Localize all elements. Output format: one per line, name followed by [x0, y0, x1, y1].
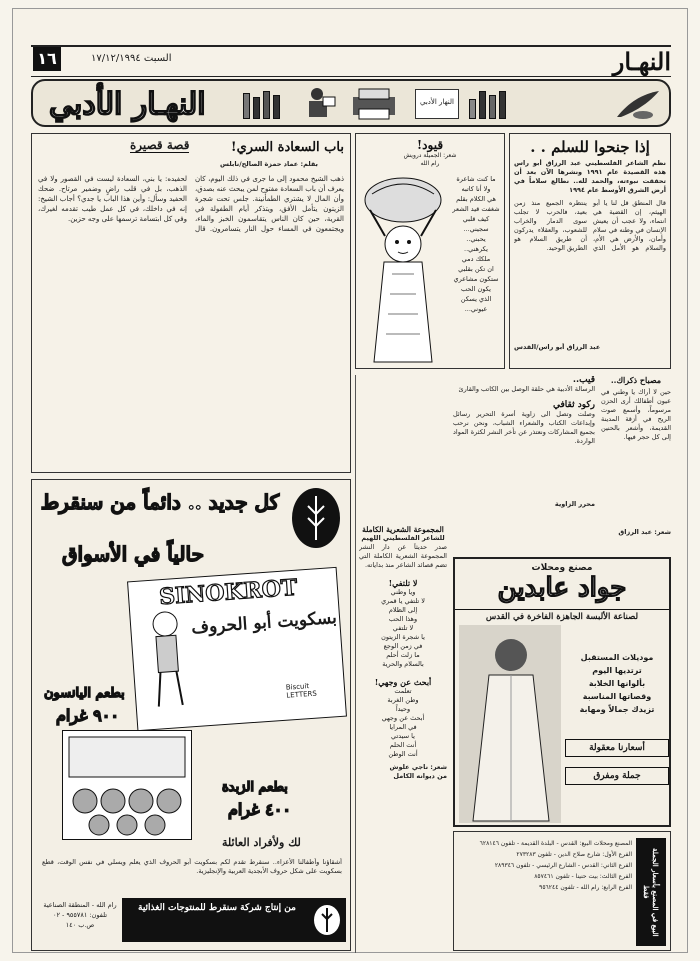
collection-sub: للشاعر الفلسطيني اللهيم [361, 534, 445, 542]
la-taltafit-lines [359, 588, 447, 669]
branches-list [458, 838, 632, 948]
ad-address: رام الله - المنطقة الصناعية [43, 901, 117, 909]
man-reading-illustration [303, 85, 337, 123]
lead-article [509, 133, 671, 369]
branch-row: الفرع الثالث: بيت حنينا - تلفون ٨٥٧٤٦١ [534, 873, 632, 880]
branch-row: الفرع الثاني: القدس - الشارع الرئيسي - تلفون ٢٨٩٣٤٦ [494, 862, 632, 869]
printer-illustration [351, 87, 397, 121]
anise-label: بطعم اليانسون [44, 686, 125, 701]
footer-wheat-icon [312, 904, 342, 936]
poem-line: ما زلت أحلم [386, 651, 420, 659]
poem-line: عيوني... [464, 305, 488, 313]
cartoon-kid-illustration [144, 609, 191, 712]
poem-line: ان تكن بقلبي [458, 265, 494, 273]
side-heading: مصباح ذكراك.. [610, 375, 662, 385]
poem-line: بالسلام والحرية [382, 660, 424, 668]
ad-slogan: لك ولأفراد العائلة [222, 836, 301, 849]
ad-line: تزيدك جمالاً ومهابة [579, 705, 655, 714]
ad-prices: أسعارنا معقولة [565, 739, 669, 757]
ad-blurb: أشقاؤنا وأطفالنا الأعزاء.. سنقرط تقدم لكم بسكويت أبو الحروف الذي يعلم ويسلي في نفس الوقت، قطع بسكويت على شكل حروف الأبجدية العربية والإنجليزية. [42, 858, 342, 875]
lead-headline: إذا جنحوا للسلم . . [530, 138, 650, 156]
ad-line: بألوانها الخلابة [588, 679, 646, 688]
books-illustration-2 [469, 89, 506, 119]
ad-footer [122, 898, 346, 942]
narrow-column [355, 375, 447, 953]
ruqud-sign: محرر الزاوية [554, 500, 595, 508]
butter-weight: ٤٠٠ غرام [228, 800, 291, 819]
poem-line: يكرهني.. [464, 245, 488, 253]
poem-line: وحيداً [395, 705, 411, 713]
branches-side-label: البيع في المصنع بأسعار الجملة فقط [636, 838, 666, 946]
jawad-abdeen-ad [453, 557, 671, 827]
issue-date: السبت ١٧/١٢/١٩٩٤ [91, 53, 172, 64]
page-number: ١٦ [33, 47, 61, 71]
poem-line: أبحث عن وجهي [381, 714, 425, 722]
biscuit-box-illustration [127, 567, 347, 731]
lead-body: قال المنطق قل لنا يا أبو الهيثم، إن القضية هي انتماء، ولا عجب أن يعيش الإنسان في وطنه في سلام وأمان، والأرض هي الأم، والسلام هو الأمل الذي ينتظره الجميع منذ زمن بعيد، فالحرب لا تجلب سوى الدمار والخراب للشعوب، والعقلاء يدركون أن طريق السلام هو الطريق الوحيد. [514, 199, 666, 252]
abhath-heading: أبحث عن وجهي! [374, 677, 432, 687]
second-box-illustration [62, 730, 192, 840]
branch-row: الفرع الرابع: رام الله - تلفون ٩٥٦٢٤٤ [539, 884, 632, 891]
ad-wholesale: جملة ومفرق [565, 767, 669, 785]
poem-lines [450, 174, 502, 314]
woman-with-basket-illustration [362, 174, 444, 364]
la-taltafit-heading: لا تلتفي! [388, 578, 418, 588]
poem-byline: شعر: الجميلة درويش رام الله [403, 152, 457, 167]
newspaper-page [12, 8, 688, 953]
sinokrot-ad [31, 479, 351, 951]
qeeb-body: الرسالة الأدبية هي حلقة الوصل بين الكاتب والقارئ [458, 385, 595, 393]
abhath-lines [359, 687, 447, 759]
poem-line: يحبني.. [466, 235, 486, 243]
ad-producer: من إنتاج شركة سنقرط للمنتوجات الغذائية [138, 903, 296, 913]
ad-phone: تلفون: ٩٥٥٧٨١ - ٠٢ [52, 911, 108, 919]
books-illustration [243, 89, 280, 119]
ad-line: ترتديها اليوم [592, 666, 642, 675]
poem-line: يا شجرة الزيتون [381, 633, 425, 641]
story-byline: بقلم: عماد حمزة الصالح/نابلس [220, 160, 318, 168]
poem-line: الذي يسكن [460, 295, 492, 303]
butter-label: بطعم الزبدة [222, 780, 288, 795]
ad-lines [565, 651, 669, 716]
ad-pobox: ص.ب ١٤٠ [65, 921, 95, 929]
ad-line: موديلات المستقبل [580, 653, 654, 662]
ruqud-body: وصلت وتصل الى زاوية أسرة التحرير رسائل وإبداعات الكتاب والشعراء الشباب، ونحن نرحب بجميع المشاركات ونعتذر عن تأخر النشر لكثرة المواد الواردة. [453, 410, 595, 445]
ad-available: حالياً في الأسواق [62, 542, 204, 566]
masthead-bar [31, 45, 671, 77]
poem-line: في زمن الوجع [383, 642, 423, 650]
poem-qoyood [355, 133, 505, 369]
banner-title-left: النهـار الأدبي [49, 87, 206, 122]
ad-top: مصنع ومحلات [531, 563, 593, 573]
side-body: حين لا أراك يا وطني في عيون أطفالك أرى الحزن مرسوماً، وأسمع صوت الريح في أزقة المدينة القديمة، وأشعر بالحنين إلى كل حجر فيها. [601, 388, 671, 441]
ad-contact [40, 900, 120, 930]
qeeb-heading: قيب.. [572, 375, 595, 385]
poem-line: أنت الوطن [388, 750, 418, 758]
poem-line: إلى الظلام [388, 606, 418, 614]
anise-weight: ٩٠٠ غرام [56, 706, 119, 725]
poem-line: لا تلتفي [392, 624, 414, 632]
side-column [601, 375, 671, 555]
box-product-ar: بسكويت أبو الحروف [190, 607, 338, 639]
story-headline: باب السعادة السري! [230, 140, 344, 155]
poem-line: في المرايا [389, 723, 417, 731]
poem-line: أنت الحلم [389, 741, 417, 749]
lead-intro: نظم الشاعر الفلسطيني عبد الرزاق أبو راس هذه القصيدة عام ١٩٩١ ونشرها الآن بعد أن تحققت نبوءته، والحمد لله.. نطالع سلاماً في أرض الشرق الأوسط عام ١٩٩٤ [514, 159, 666, 194]
poem-line: يكون الحب [461, 285, 491, 293]
poem-line: ولا أنا كاتبه [461, 185, 491, 193]
model-photo [459, 625, 561, 823]
quill-icon [613, 89, 663, 121]
poem-line: هي الكلام بقلم [456, 195, 496, 203]
poem-line: سجيني... [463, 225, 489, 233]
box-brand: SINOKROT [158, 574, 299, 611]
wheat-logo-icon [290, 486, 342, 550]
abhath-sign: شعر: ناجي علوش من ديوانه الكامل [389, 763, 447, 780]
ruqud-heading: ركود ثقافي [552, 400, 595, 410]
branch-row: المصنع ومحلات البيع: القدس - البلدة القديمة - تلفون ٦٢٨١٤٦ [479, 840, 632, 847]
side-byline: شعر: عبد الرزاق [618, 528, 671, 536]
poem-line: لا تلتفي يا قمري [381, 597, 425, 605]
box-product-en: Biscuit LETTERS [285, 682, 318, 700]
poem-line: شغفت قيد الشعر [452, 205, 500, 213]
short-story [31, 133, 351, 473]
poem-line: ستكون مشاعري [453, 275, 499, 283]
ad-tagline: لصناعة الألبسة الجاهزة الفاخرة في القدس [455, 609, 669, 622]
ad-headline: كل جديد .. دائماً من سنقرط [40, 490, 280, 514]
collection-heading: المجموعة الشعرية الكاملة [362, 525, 444, 534]
story-body: ذهب الشيخ محمود إلى ما جرى في ذلك اليوم، كان يعرف أن باب السعادة مفتوح لمن يبحث عنه بصدق، وأن المال لا يشتري الطمأنينة. جلس تحت شجرة الزيتون يتأمل الأفق، ويتذكر أيام الطفولة في القرية، حين كان الناس يتقاسمون الخبز والماء، ويجتمعون في المساء حول النار يتسامرون. قال لحفيده: يا بني، السعادة ليست في القصور ولا في الذهب، بل في قلب راضٍ وضمير مرتاح. ضحك الحفيد وسأل: وأين هذا الباب يا جدي؟ أجاب الشيخ: إنه في داخلك، في كل عمل طيب تقدمه لغيرك، وفي كل ابتسامة ترسمها على وجه حزين. [38, 175, 344, 233]
ad-line: وقصاتها المناسبة [582, 692, 652, 701]
middle-column [453, 375, 595, 555]
branches-box [453, 831, 671, 951]
poem-line: ويا وطني [390, 588, 416, 596]
branch-row: الفرع الأول: شارع صلاح الدين - تلفون ٢٧٣٢٨٣ [516, 851, 632, 858]
poem-line: وطن الغربة [387, 696, 419, 704]
poem-line: ما كنت شاعرة [456, 175, 496, 183]
lead-signature: عبد الرزاق أبو راس/القدس [514, 343, 601, 351]
poem-title: قيود! [416, 138, 444, 152]
ad-name: جواد عابدين [497, 573, 627, 603]
banner-badge: النهار الأدبي [415, 89, 459, 119]
collection-body: صدر حديثاً عن دار النشر المجموعة الشعرية الكاملة التي تضم قصائد الشاعر منذ بداياته. [359, 543, 447, 569]
poem-line: كيف قلبي [462, 215, 490, 223]
poem-line: وهذا الحب [388, 615, 418, 623]
section-banner [31, 79, 671, 127]
story-tag: قصة قصيرة [130, 138, 190, 152]
poem-line: يا سيدتي [391, 732, 415, 740]
poem-line: تعلمت [394, 687, 412, 695]
masthead-logo: النهـار [612, 47, 671, 76]
poem-line: ملكك دمي [461, 255, 491, 263]
